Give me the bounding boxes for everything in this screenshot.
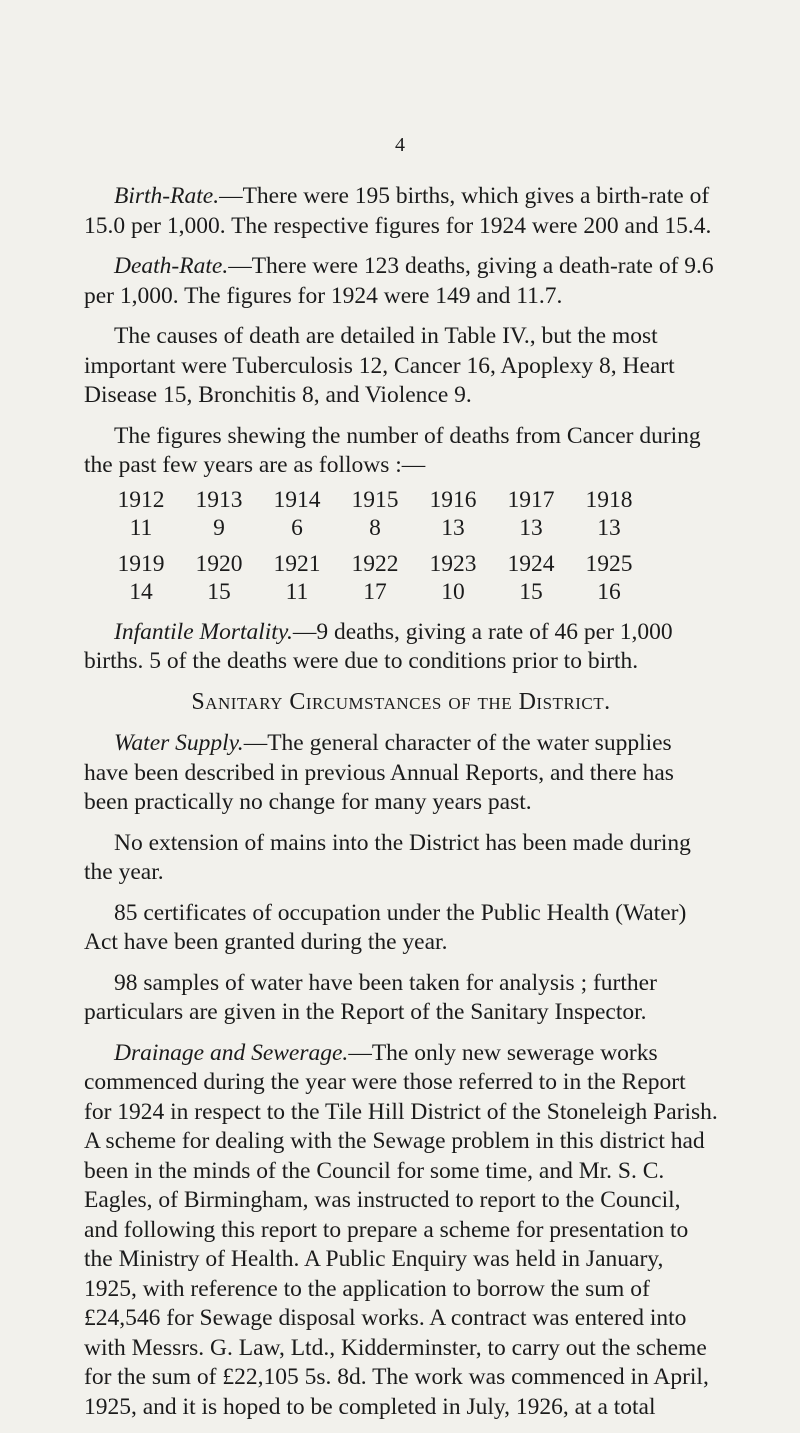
year-cell: 1916 xyxy=(429,486,477,513)
year-cell: 1913 xyxy=(195,486,243,513)
certificates-paragraph: 85 certificates of occupation under the Public Health (Water) Act have been granted during the year. xyxy=(84,899,687,955)
value-cell: 10 xyxy=(441,578,465,605)
table-row xyxy=(102,550,648,578)
death-rate-heading: Death-Rate. xyxy=(114,253,229,279)
year-cell: 1922 xyxy=(351,550,399,577)
value-cell: 13 xyxy=(441,514,465,541)
value-cell: 11 xyxy=(129,514,153,541)
drainage-text: —The only new sewerage works commenced during the year were those referred to in the Report for 1924 in respect to the Tile Hill District of the Stoneleigh Parish. A scheme for dealing with the Sewage problem in this district had been in the minds of the Council for some time, and Mr. S. C. Eagles, of Birmingham, was instructed to report to the Council, and following this report to prepare a scheme for presentation to the Ministry of Health. A Public Enquiry was held in January, 1925, with reference to the application to borrow the sum of £24,546 for Sewage disposal works. A contract was entered into with Messrs. G. Law, Ltd., Kidderminster, to carry out the scheme for the sum of £22,105 5s. 8d. The work was commenced in April, 1925, and it is hoped to be completed in July, 1926, at a total xyxy=(84,1039,718,1420)
value-cell: 11 xyxy=(285,578,309,605)
table-row xyxy=(102,486,648,514)
infantile-mortality-paragraph xyxy=(84,618,718,677)
water-supply-heading: Water Supply. xyxy=(114,730,244,756)
section-heading: Sanitary Circumstances of the District. xyxy=(191,688,611,715)
birth-rate-text: —There were 195 births, which gives a birth-rate of 15.0 per 1,000. The respective figures for 1924 were 200 and 15.4. xyxy=(84,183,712,239)
birth-rate-heading: Birth-Rate. xyxy=(114,183,220,209)
birth-rate-paragraph xyxy=(84,182,718,241)
year-cell: 1920 xyxy=(195,550,243,577)
value-cell: 13 xyxy=(597,514,621,541)
year-cell: 1912 xyxy=(117,486,165,513)
water-supply-text: —The general character of the water supplies have been described in previous Annual Reports, and there has been practically no change for many years past. xyxy=(84,730,674,815)
value-cell: 13 xyxy=(519,514,543,541)
death-rate-text: —There were 123 deaths, giving a death-rate of 9.6 per 1,000. The figures for 1924 were 149 and 11.7. xyxy=(84,253,714,309)
death-rate-paragraph xyxy=(84,252,718,311)
page-number: 4 xyxy=(395,134,405,156)
samples-paragraph: 98 samples of water have been taken for analysis ; further particulars are given in the Report of the Sanitary Inspector. xyxy=(84,969,657,1025)
drainage-paragraph xyxy=(84,1039,718,1423)
table-row xyxy=(102,514,648,542)
year-cell: 1921 xyxy=(273,550,321,577)
value-cell: 14 xyxy=(129,578,153,605)
year-cell: 1914 xyxy=(273,486,321,513)
infantile-mortality-heading: Infantile Mortality. xyxy=(114,618,293,645)
drainage-heading: Drainage and Sewerage. xyxy=(114,1039,349,1066)
value-cell: 9 xyxy=(213,514,225,541)
infantile-mortality-text: —9 deaths, giving a rate of 46 per 1,000 births. 5 of the deaths were due to conditions prior to birth. xyxy=(84,618,673,674)
year-cell: 1925 xyxy=(585,550,633,577)
table-spacer xyxy=(102,542,648,550)
value-cell: 15 xyxy=(207,578,231,605)
year-cell: 1915 xyxy=(351,486,399,513)
year-cell: 1924 xyxy=(507,550,555,577)
year-cell: 1919 xyxy=(117,550,165,577)
page-content xyxy=(84,182,718,1433)
value-cell: 8 xyxy=(369,514,381,541)
value-cell: 6 xyxy=(291,514,303,541)
year-cell: 1923 xyxy=(429,550,477,577)
table-row xyxy=(102,578,648,606)
value-cell: 15 xyxy=(519,578,543,605)
year-cell: 1917 xyxy=(507,486,555,513)
value-cell: 17 xyxy=(363,578,387,605)
mains-paragraph: No extension of mains into the District has been made during the year. xyxy=(84,829,691,885)
year-cell: 1918 xyxy=(585,486,633,513)
value-cell: 16 xyxy=(597,578,621,605)
cancer-intro-paragraph: The figures shewing the number of deaths from Cancer during the past few years are as follows :— xyxy=(84,422,701,478)
causes-paragraph: The causes of death are detailed in Table IV., but the most important were Tuberculosis 12, Cancer 16, Apoplexy 8, Heart Disease 15, Bronchitis 8, and Violence 9. xyxy=(84,323,675,408)
water-supply-paragraph xyxy=(84,729,718,818)
cancer-deaths-table xyxy=(102,486,648,606)
